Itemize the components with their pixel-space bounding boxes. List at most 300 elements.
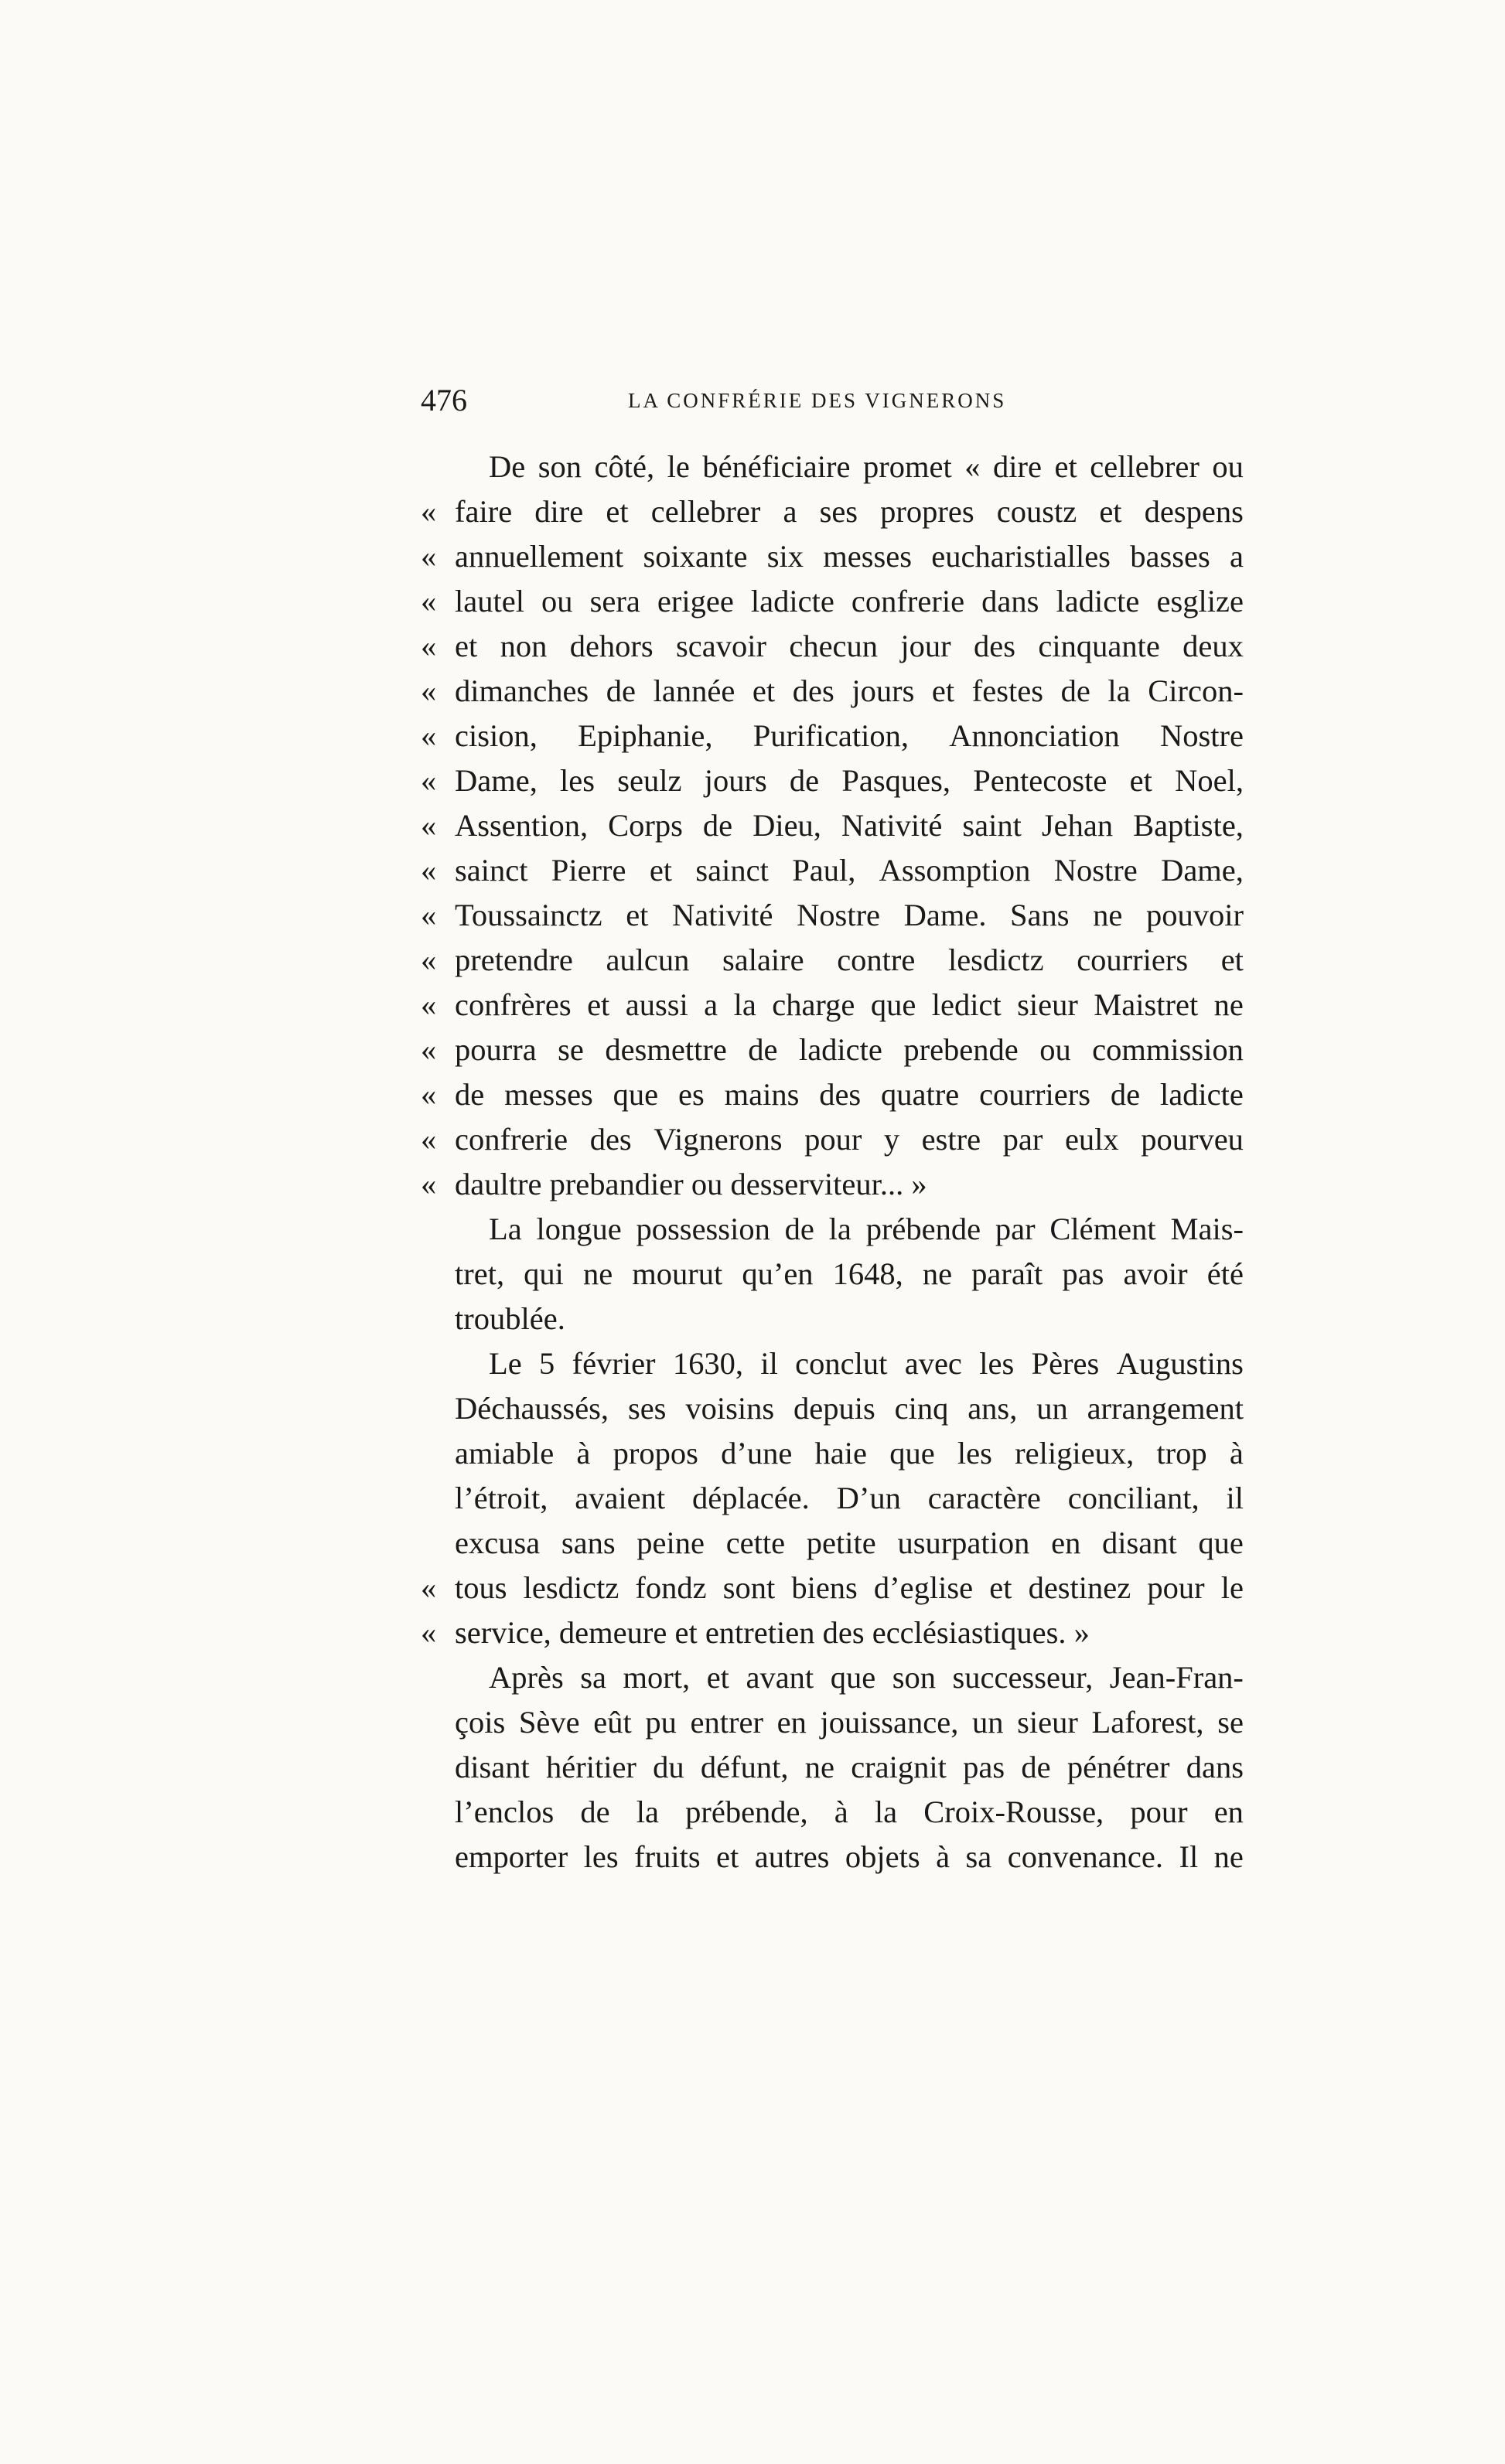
line-text — [455, 489, 1244, 534]
word: autres — [754, 1839, 830, 1874]
word: sieur — [1017, 987, 1078, 1022]
line-text — [455, 1028, 1244, 1072]
word: sieur — [1017, 1705, 1078, 1740]
word: et — [706, 1660, 729, 1695]
word: despens — [1144, 494, 1244, 529]
text-line — [421, 1028, 1244, 1072]
word: deux — [1182, 629, 1244, 663]
word: coustz — [996, 494, 1077, 529]
word: seulz — [617, 763, 682, 798]
text-line — [421, 758, 1244, 803]
word: du — [653, 1750, 684, 1784]
quote-mark: « — [421, 898, 437, 932]
body-text — [421, 445, 1244, 1880]
text-line — [421, 624, 1244, 669]
word: Après — [489, 1660, 564, 1695]
word: des — [589, 1122, 632, 1157]
word: de — [702, 808, 733, 843]
line-text: service, demeure et entretien des ecclésiastiques. » — [455, 1615, 1090, 1650]
line-text — [455, 1835, 1244, 1880]
text-line — [421, 1521, 1244, 1566]
word: ou — [1212, 449, 1244, 484]
word: et — [752, 673, 776, 708]
word: pourra — [455, 1032, 537, 1067]
word: tous — [455, 1570, 507, 1605]
line-text — [455, 445, 1244, 489]
word: en — [1051, 1525, 1081, 1560]
word: à — [1229, 1436, 1244, 1471]
word: Le — [489, 1346, 522, 1381]
word: février — [572, 1346, 656, 1381]
line-text — [455, 1072, 1244, 1117]
word: Annonciation — [949, 718, 1120, 753]
line-text — [455, 1431, 1244, 1476]
word: 1648, — [832, 1256, 903, 1291]
word: lautel — [455, 584, 524, 619]
word: salaire — [722, 942, 804, 977]
word: mains — [724, 1077, 800, 1112]
word: son — [538, 449, 582, 484]
word: l’étroit, — [455, 1481, 548, 1515]
word: ne — [922, 1256, 953, 1291]
word: avec — [904, 1346, 962, 1381]
word: convenance. — [1007, 1839, 1163, 1874]
word: propos — [613, 1436, 698, 1471]
word: le — [1220, 1570, 1244, 1605]
word: jour — [900, 629, 951, 663]
word: et — [606, 494, 629, 529]
word: messes — [504, 1077, 593, 1112]
word: Dieu, — [752, 808, 821, 843]
text-line — [421, 669, 1244, 714]
word: disant — [455, 1750, 530, 1784]
quote-mark: « — [421, 584, 437, 619]
word: dehors — [569, 629, 654, 663]
word: de — [455, 1077, 485, 1112]
word: Laforest, — [1091, 1705, 1204, 1740]
word: conciliant, — [1067, 1481, 1200, 1515]
word: Nostre — [1053, 853, 1138, 888]
text-line — [421, 1655, 1244, 1700]
word: lesdictz — [523, 1570, 619, 1605]
word: son — [892, 1660, 936, 1695]
word: prebende — [903, 1032, 1019, 1067]
text-line — [421, 579, 1244, 624]
word: Nostre — [1160, 718, 1244, 753]
line-text: daultre prebandier ou desserviteur... » — [455, 1167, 927, 1201]
word: Assomption — [879, 853, 1031, 888]
word: ne — [582, 1256, 613, 1291]
word: Déchaussés, — [455, 1391, 609, 1426]
word: pour — [1147, 1570, 1205, 1605]
word: ne — [1093, 898, 1123, 932]
word: de — [1060, 673, 1090, 708]
word: la — [636, 1794, 659, 1829]
word: Toussainctz — [455, 898, 602, 932]
word: confrères — [455, 987, 572, 1022]
word: Noel, — [1175, 763, 1244, 798]
word: depuis — [793, 1391, 875, 1426]
word: Clément — [1049, 1212, 1156, 1246]
word: pas — [1062, 1256, 1104, 1291]
line-text — [455, 938, 1244, 983]
word: d’eglise — [873, 1570, 974, 1605]
word: avant — [746, 1660, 814, 1695]
word: les — [979, 1346, 1015, 1381]
quote-mark: « — [421, 987, 437, 1022]
word: que — [870, 987, 916, 1022]
word: de — [789, 763, 820, 798]
word: il — [760, 1346, 778, 1381]
quote-mark: « — [421, 942, 437, 977]
page-header — [421, 379, 1244, 425]
word: bénéficiaire — [702, 449, 851, 484]
word: Pierre — [551, 853, 626, 888]
line-text — [455, 1386, 1244, 1431]
quote-mark: « — [421, 629, 437, 663]
quote-mark: « — [421, 1570, 437, 1605]
word: desmettre — [605, 1032, 727, 1067]
word: dimanches — [455, 673, 589, 708]
word: des — [819, 1077, 862, 1112]
word: qu’en — [742, 1256, 814, 1291]
word: Dame, — [455, 763, 538, 798]
text-line — [421, 1790, 1244, 1835]
line-text — [455, 1790, 1244, 1835]
quote-mark: « — [421, 763, 437, 798]
word: de — [1021, 1750, 1051, 1784]
word: un — [971, 1705, 1004, 1740]
word: pénétrer — [1066, 1750, 1170, 1784]
word: confrerie — [851, 584, 965, 619]
word: sainct — [455, 853, 528, 888]
word: Pentecoste — [973, 763, 1107, 798]
word: Sève — [518, 1705, 580, 1740]
word: excusa — [455, 1525, 541, 1560]
word: que — [613, 1077, 659, 1112]
word: Circon- — [1148, 673, 1244, 708]
word: a — [704, 987, 718, 1022]
text-line — [421, 489, 1244, 534]
word: par — [995, 1212, 1036, 1246]
line-text — [455, 1521, 1244, 1566]
word: haie — [814, 1436, 867, 1471]
line-text — [455, 1117, 1244, 1162]
word: longue — [536, 1212, 622, 1246]
word: dans — [981, 584, 1039, 619]
word: que — [1198, 1525, 1244, 1560]
word: y — [883, 1122, 900, 1157]
quote-mark: « — [421, 808, 437, 843]
word: mort, — [623, 1660, 691, 1695]
word: eucharistialles — [931, 539, 1111, 574]
word: craignit — [851, 1750, 947, 1784]
word: ladicte — [1056, 584, 1140, 619]
word: sera — [589, 584, 640, 619]
word: dire — [534, 494, 584, 529]
word: le — [667, 449, 690, 484]
quote-mark: « — [421, 1122, 437, 1157]
word: charge — [772, 987, 855, 1022]
word: à — [936, 1839, 950, 1874]
word: La — [489, 1212, 522, 1246]
word: festes — [971, 673, 1043, 708]
text-line — [421, 983, 1244, 1028]
word: ne — [1213, 987, 1244, 1022]
word: et — [455, 629, 478, 663]
word: prébende, — [685, 1794, 808, 1829]
line-text — [455, 1207, 1244, 1252]
word: Corps — [608, 808, 683, 843]
line-text — [455, 848, 1244, 893]
word: sa — [580, 1660, 607, 1695]
line-text — [455, 758, 1244, 803]
text-line — [421, 534, 1244, 579]
word: d’une — [721, 1436, 793, 1471]
word: de — [580, 1794, 610, 1829]
word: De — [489, 449, 526, 484]
word: les — [957, 1436, 992, 1471]
word: et — [716, 1839, 739, 1874]
word: et — [989, 1570, 1012, 1605]
word: ladicte — [1159, 1077, 1244, 1112]
word: sans — [561, 1525, 616, 1560]
word: Nostre — [797, 898, 881, 932]
word: des — [792, 673, 834, 708]
word: arrangement — [1087, 1391, 1244, 1426]
text-line — [421, 1207, 1244, 1252]
word: la — [828, 1212, 851, 1246]
word: la — [1107, 673, 1131, 708]
word: Maistret — [1094, 987, 1199, 1022]
word: Dame. — [903, 898, 987, 932]
word: et — [931, 673, 955, 708]
word: non — [500, 629, 548, 663]
word: propres — [880, 494, 974, 529]
text-line — [421, 848, 1244, 893]
word: ne — [1213, 1839, 1244, 1874]
quote-mark: « — [421, 853, 437, 888]
word: mourut — [632, 1256, 723, 1291]
word: la — [874, 1794, 898, 1829]
word: pretendre — [455, 942, 573, 977]
word: ou — [541, 584, 573, 619]
word: aussi — [625, 987, 688, 1022]
word: Pères — [1031, 1346, 1100, 1381]
word: et — [626, 898, 649, 932]
quote-mark: « — [421, 1615, 437, 1650]
word: et — [1129, 763, 1152, 798]
word: sont — [722, 1570, 776, 1605]
word: se — [1217, 1705, 1244, 1740]
line-text — [455, 1476, 1244, 1521]
word: aulcun — [606, 942, 690, 977]
word: de — [606, 673, 636, 708]
word: les — [560, 763, 596, 798]
line-text: troublée. — [455, 1301, 565, 1336]
line-text — [455, 624, 1244, 669]
text-line — [421, 938, 1244, 983]
word: annuellement — [455, 539, 624, 574]
word: ladicte — [798, 1032, 882, 1067]
text-line — [421, 1162, 1244, 1207]
text-line — [421, 803, 1244, 848]
word: défunt, — [700, 1750, 789, 1784]
word: quatre — [881, 1077, 960, 1112]
word: a — [1230, 539, 1244, 574]
word: de — [784, 1212, 814, 1246]
text-line — [421, 1072, 1244, 1117]
word: scavoir — [676, 629, 766, 663]
word: que — [889, 1436, 935, 1471]
word: et — [649, 853, 673, 888]
word: fondz — [635, 1570, 707, 1605]
line-text — [455, 1700, 1244, 1745]
word: se — [558, 1032, 584, 1067]
word: un — [1036, 1391, 1068, 1426]
word: Augustins — [1116, 1346, 1244, 1381]
word: et — [1220, 942, 1244, 977]
word: contre — [837, 942, 916, 977]
word: ledict — [931, 987, 1002, 1022]
word: cette — [725, 1525, 786, 1560]
word: soixante — [643, 539, 748, 574]
word: D’un — [836, 1481, 901, 1515]
word: à — [576, 1436, 591, 1471]
line-text — [455, 893, 1244, 938]
word: avoir — [1123, 1256, 1188, 1291]
word: pour — [1130, 1794, 1188, 1829]
word: faire — [455, 494, 513, 529]
word: emporter — [455, 1839, 568, 1874]
line-text — [455, 1252, 1244, 1297]
word: promet — [863, 449, 952, 484]
word: sa — [965, 1839, 992, 1874]
word: commission — [1092, 1032, 1244, 1067]
word: pour — [804, 1122, 862, 1157]
quote-mark: « — [421, 1077, 437, 1112]
word: jouissance, — [820, 1705, 959, 1740]
word: eulx — [1064, 1122, 1119, 1157]
word: Pasques, — [841, 763, 950, 798]
word: ses — [819, 494, 858, 529]
word: Epiphanie, — [578, 718, 713, 753]
text-line — [421, 1252, 1244, 1297]
word: pas — [963, 1750, 1005, 1784]
word: cinq — [894, 1391, 949, 1426]
word: amiable — [455, 1436, 555, 1471]
word: Purification, — [752, 718, 909, 753]
word: Nativité — [672, 898, 773, 932]
text-line — [421, 1745, 1244, 1790]
word: esglize — [1156, 584, 1244, 619]
word: Assention, — [455, 808, 589, 843]
word: successeur, — [952, 1660, 1094, 1695]
word: en — [776, 1705, 807, 1740]
text-line — [421, 1341, 1244, 1386]
word: en — [1213, 1794, 1244, 1829]
word: côté, — [594, 449, 655, 484]
word: pu — [645, 1705, 677, 1740]
word: eût — [593, 1705, 632, 1740]
word: ses — [627, 1391, 667, 1426]
word: jours — [851, 673, 915, 708]
word: ne — [804, 1750, 834, 1784]
word: petite — [806, 1525, 876, 1560]
word: la — [733, 987, 756, 1022]
word: ladicte — [750, 584, 834, 619]
word: pourveu — [1141, 1122, 1244, 1157]
line-text — [455, 1341, 1244, 1386]
word: checun — [789, 629, 879, 663]
word: Paul, — [792, 853, 856, 888]
word: et — [1099, 494, 1122, 529]
word: « — [964, 449, 981, 484]
line-text — [455, 669, 1244, 714]
word: sainct — [695, 853, 769, 888]
text-line — [421, 1386, 1244, 1431]
word: il — [1226, 1481, 1244, 1515]
word: dire — [993, 449, 1042, 484]
text-line — [421, 1835, 1244, 1880]
word: de — [748, 1032, 778, 1067]
word: cellebrer — [1090, 449, 1200, 484]
word: jours — [704, 763, 767, 798]
word: 1630, — [672, 1346, 743, 1381]
word: çois — [455, 1705, 506, 1740]
word: confrerie — [455, 1122, 568, 1157]
word: a — [783, 494, 797, 529]
word: destinez — [1028, 1570, 1131, 1605]
word: dans — [1186, 1750, 1244, 1784]
text-line — [421, 1117, 1244, 1162]
word: estre — [921, 1122, 981, 1157]
word: Mais- — [1170, 1212, 1244, 1246]
word: Jean-Fran- — [1109, 1660, 1244, 1695]
quote-mark: « — [421, 673, 437, 708]
word: entrer — [690, 1705, 763, 1740]
word: qui — [524, 1256, 564, 1291]
word: Sans — [1010, 898, 1070, 932]
word: disant — [1102, 1525, 1177, 1560]
word: et — [1054, 449, 1077, 484]
word: avaient — [575, 1481, 666, 1515]
running-head: LA CONFRÉRIE DES VIGNERONS — [628, 389, 1007, 412]
text-line — [421, 1566, 1244, 1610]
quote-mark: « — [421, 539, 437, 574]
word: usurpation — [897, 1525, 1030, 1560]
word: religieux, — [1015, 1436, 1135, 1471]
line-text — [455, 803, 1244, 848]
word: Jehan — [1041, 808, 1114, 843]
word: à — [834, 1794, 848, 1829]
word: de — [1110, 1077, 1141, 1112]
word: courriers — [1077, 942, 1189, 977]
word: biens — [791, 1570, 858, 1605]
line-text — [455, 983, 1244, 1028]
word: Baptiste, — [1133, 808, 1244, 843]
word: et — [587, 987, 610, 1022]
word: Croix-Rousse, — [923, 1794, 1104, 1829]
word: ou — [1039, 1032, 1071, 1067]
text-line — [421, 1476, 1244, 1521]
line-text — [455, 534, 1244, 579]
word: es — [678, 1077, 705, 1112]
line-text — [455, 714, 1244, 758]
word: peine — [636, 1525, 705, 1560]
word: l’enclos — [455, 1794, 555, 1829]
text-line — [421, 893, 1244, 938]
